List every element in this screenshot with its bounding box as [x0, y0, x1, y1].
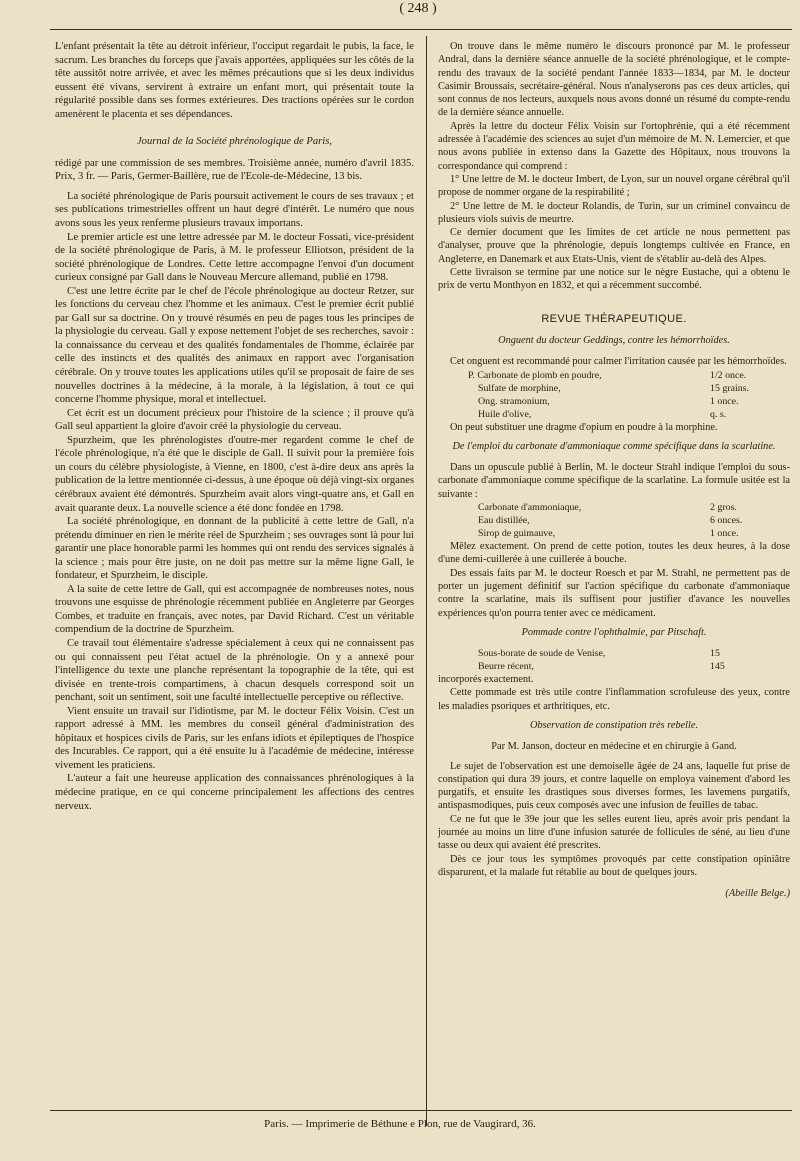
paragraph: Le premier article est une lettre adressée par M. le docteur Fossati, vice-président de la société phrénologique de Paris, à M. le professeur Elliotson, président de la société phrénologique de Londres. Cette lettre accompagne l'envoi d'un document curieux consigné par Gall dans le Nouveau Mercure allemand, publié en 1798. — [55, 231, 414, 284]
top-rule — [50, 29, 792, 30]
paragraph: La société phrénologique, en donnant de la publicité à cette lettre de Gall, n'a prétendu diminuer en rien le mérite réel de Spurzheim ; ses ouvrages sont là pour lui garantir une place honorable parmi les hommes qui ont rendu des services signalés à la science ; mais pour être juste, on ne doit pas mettre sur la même ligne Gall, le fondateur, et Spurzheim, le disciple. — [55, 516, 414, 582]
section-heading: REVUE THÉRAPEUTIQUE. — [541, 312, 687, 325]
paragraph: Dès ce jour tous les symptômes provoqués par cette constipation opiniâtre disparurent, et la malade fut rétablie au bout de quelques jours. — [438, 853, 790, 878]
source-credit: (Abeille Belge.) — [725, 888, 790, 900]
right-column — [438, 40, 790, 901]
recipe-line: P. Carbonate de plomb en poudre, 1/2 once. — [468, 369, 747, 381]
recipe-line: Ong. stramonium, 1 once. — [478, 395, 739, 407]
page-number: ( 248 ) — [399, 1, 437, 16]
paragraph: L'enfant présentait la tête au détroit inférieur, l'occiput regardait le pubis, la face, le sacrum. Les branches du forceps que j'avais apportées, appliquées sur les côtés de la tête aussitôt notre arrivée, et avec les mêmes précautions que si les deux individus eussent été vivans, servirent à extraire un enfant mort, qui présentait toute la régularité possible dans ses formes extérieures. Des tractions opérées sur le cordon amenèrent le placenta et ses dépendances. — [55, 41, 414, 120]
paragraph: A la suite de cette lettre de Gall, qui est accompagnée de nombreuses notes, nous trouvons une esquisse de phrénologie récemment publiée en Angleterre par Georges Combes, et traduite en français, avec notes, par David Richard. C'est un véritable compendium de la doctrine de Spurzheim. — [55, 583, 414, 636]
paragraph: Spurzheim, que les phrénologistes d'outre-mer regardent comme le chef de l'école phrénologique, n'a été que le disciple de Gall. Il suivit pour la première fois un cours du célèbre physiologiste, à Vienne, en 1800, c'est à-dire deux ans après la publication de la lettre mentionnée ci-dessus, à une époque où déjà vingt-six organes cérébraux avaient été démontrés. Spurzheim avait alors vingt-quatre ans, et Gall en avait quarante deux. La nouvelle science a été donc fondée en 1798. — [55, 434, 415, 514]
subsection-title: Observation de constipation très rebelle. — [529, 719, 699, 731]
paragraph: Des essais faits par M. le docteur Roesch et par M. Strahl, ne permettent pas de porter un jugement définitif sur l'action spécifique du carbonate d'ammoniaque contre la scarlatine, mais ils suffisent pour justifier d'avance les nouvelles expériences qu'on pourra tenter avec ce médicament. — [438, 567, 790, 619]
paragraph: 1° Une lettre de M. le docteur Imbert, de Lyon, sur un nouvel organe cérébral qu'il propose de nommer organe de la respirabilité ; — [438, 173, 790, 199]
column-divider — [426, 36, 427, 1126]
paragraph: L'auteur a fait une heureuse application des connaissances phrénologiques à la médecine pratique, en ce qui concerne principalement les affections des centres nerveux. — [55, 773, 414, 812]
paragraph: Ce ne fut que le 39e jour que les selles eurent lieu, après avoir pris pendant la journée au moins un litre d'une infusion saturée de follicules de séné, au lieu d'une tasse ou deux qui avaient été prescrites. — [438, 813, 790, 852]
subsection-title: De l'emploi du carbonate d'ammoniaque comme spécifique dans la scarlatine. — [452, 440, 776, 452]
recipe-line: Huile d'olive, q. s. — [478, 408, 727, 420]
paragraph: Cet écrit est un document précieux pour l'histoire de la science ; il prouve qu'à Gall seul appartient la gloire d'avoir créé la physiologie du cerveau. — [55, 407, 414, 433]
paragraph: incorporés exactement. — [438, 674, 534, 686]
bottom-rule — [50, 1110, 792, 1111]
paragraph: Cette pommade est très utile contre l'inflammation scrofuleuse des yeux, contre les maladies psoriques et arthritiques, etc. — [438, 687, 790, 712]
recipe-line: Sous-borate de soude de Venise, 15 — [478, 648, 720, 660]
paragraph: 2° Une lettre de M. le docteur Rolandis, de Turin, sur un criminel convaincu de plusieurs viols suivis de meurtre. — [438, 200, 790, 225]
paragraph: Vient ensuite un travail sur l'idiotisme, par M. le docteur Félix Voisin. C'est un rapport adressé à MM. les membres du conseil général d'administration des hôpitaux et hospices civils de Paris, sur les enfans idiots et épileptiques de l'hospice des Incurables. Ce rapport, qui a été ensuite lu à l'académie de médecine, intéresse vivement les praticiens. — [55, 705, 414, 771]
paragraph: Ce travail tout élémentaire s'adresse spécialement à ceux qui ne connaissent pas ou qui connaissent peu l'état actuel de la phrénologie. On y a annexé pour l'intelligence du texte une planche représentant la topographie de la tête, qui est divisée en trente-trois compartimens, à chacun desquels correspond soit un penchant, soit un sentiment, soit une faculté intellectuelle perceptive ou réflective. — [55, 637, 414, 704]
paragraph: C'est une lettre écrite par le chef de l'école phrénologique au docteur Retzer, sur les fonctions du cerveau chez l'homme et les animaux. C'est le premier écrit publié par Gall sur sa doctrine. On y trouvé résumés en peu de pages tous les principes de la physiologie du cerveau. Gall y expose nettement l'objet de ses recherches, savoir : la connaissance du cerveau et des qualités fondamentales de l'homme, éclairée par celle des instincts et des qualités des animaux en rapport avec l'organisation cérébrale. On y trouve toutes les applications utiles qu'il se proposait de faire de ses nouvelles doctrines à la médecine, à la morale, à la législation, à tout ce qui concerne l'homme physique, moral et intellectuel. — [55, 285, 414, 406]
paragraph: rédigé par une commission de ses membres. Troisième année, numéro d'avril 1835. Prix, 3 fr. — Paris, Germer-Baillère, rue de l'Ecole-de-Médecine, 13 bis. — [55, 157, 414, 183]
paragraph: Après la lettre du docteur Félix Voisin sur l'ortophrénie, qui a été récemment adressée à l'académie des sciences au sujet d'un mémoire de M. N. Lemercier, et que nous avons publiée in extenso dans la Gazette des Hôpitaux, nous trouvons la correspondance qui comprend : — [438, 120, 790, 172]
paragraph: Mêlez exactement. On prend de cette potion, toutes les deux heures, à la dose d'une demi-cuillerée à une cuillerée à bouche. — [438, 541, 790, 566]
recipe-line: Beurre récent, 145 — [478, 661, 725, 673]
paragraph: On trouve dans le même numéro le discours prononcé par M. le professeur Andral, dans la dernière séance annuelle de la société phrénologique, et le compte-rendu des travaux de la société pendant l'année 1833—1834, par M. le docteur Casimir Broussais, secrétaire-général. Nous n'analyserons pas ces deux articles, qui sont connus de nos lecteurs, auxquels nous avons donné un résumé du compte-rendu de la dernière séance annuelle. — [438, 41, 790, 119]
paragraph: Dans un opuscule publié à Berlin, M. le docteur Strahl indique l'emploi du sous-carbonate d'ammoniaque comme spécifique de la scarlatine. La formule usitée est la suivante : — [438, 462, 790, 500]
paragraph: Le sujet de l'observation est une demoiselle âgée de 24 ans, laquelle fut prise de constipation qui dura 39 jours, et contre laquelle on employa vainement d'abord les purgatifs, et ensuite les drastiques sous diverses formes, les lavemens purgatifs, antispasmodiques, puis ceux composés avec une infusion de feuilles de tabac. — [438, 760, 790, 812]
paragraph: Ce dernier document que les limites de cet article ne nous permettent pas d'analyser, prouve que la phrénologie, depuis longtemps cultivée en France, en Angleterre, en Danemark et aux Etats-Unis, vient de s'établir au-delà des Alpes. — [438, 227, 790, 265]
subsection-title: Onguent du docteur Geddings, contre les hémorrhoïdes. — [498, 334, 730, 346]
left-column — [55, 40, 414, 813]
paragraph: La société phrénologique de Paris poursuit activement le cours de ses travaux ; et ses publications trimestrielles offrent un haut degré d'intérêt. Le numéro que nous avons sous les yeux renferme plusieurs travaux importans. — [55, 190, 414, 230]
paragraph: On peut substituer une dragme d'opium en poudre à la morphine. — [450, 421, 718, 433]
recipe-line: Eau distillée, 6 onces. — [478, 515, 743, 527]
journal-title: Journal de la Société phrénologique de Paris, — [136, 136, 333, 148]
paragraph: Cet onguent est recommandé pour calmer l'irritation causée par les hémorrhoïdes. — [450, 356, 787, 368]
author-line: Par M. Janson, docteur en médecine et en chirurgie à Gand. — [491, 741, 737, 753]
paragraph: Cette livraison se termine par une notice sur le nègre Eustache, qui a obtenu le prix de vertu Monthyon en 1832, et qui a récemment succombé. — [438, 267, 790, 292]
recipe-line: Sirop de guimauve, 1 once. — [478, 528, 739, 540]
recipe-line: Sulfate de morphine, 15 grains. — [478, 382, 749, 394]
subsection-title: Pommade contre l'ophthalmie, par Pitschaft. — [521, 626, 707, 638]
printer-footer: Paris. — Imprimerie de Béthune e Plon, rue de Vaugirard, 36. — [264, 1118, 536, 1130]
recipe-line: Carbonate d'ammoniaque, 2 gros. — [478, 502, 737, 514]
